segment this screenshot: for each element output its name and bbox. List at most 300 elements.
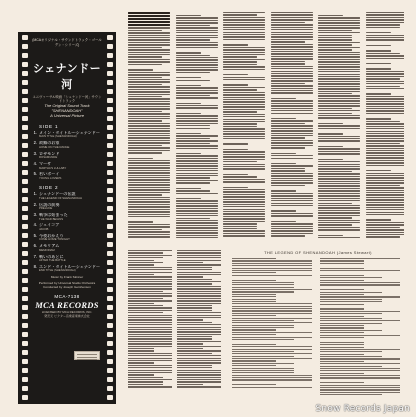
text-line: [176, 155, 218, 156]
text-line: [176, 222, 218, 223]
text-line: [318, 168, 360, 169]
lyric-line: [232, 287, 294, 288]
text-line: [176, 57, 218, 58]
film-perforation: [22, 35, 28, 40]
text-line: [128, 255, 172, 256]
text-line: [176, 215, 218, 216]
text-line: [176, 160, 218, 161]
text-line: [366, 185, 400, 186]
text-line: [271, 170, 305, 171]
track-number: 3.: [33, 211, 37, 217]
track-title-en: THE LEGEND OF SHENANDOAH: [39, 196, 83, 200]
text-line: [177, 315, 221, 316]
text-line: [271, 29, 313, 30]
track-item: [31, 141, 103, 149]
text-line: [271, 190, 296, 191]
text-line: [318, 81, 360, 82]
text-line: [128, 125, 170, 126]
lyric-line: [232, 325, 294, 326]
text-line: [366, 155, 405, 156]
lyric-line: [320, 327, 364, 328]
lyric-line: [320, 313, 382, 314]
lyric-line: [320, 387, 400, 388]
text-line: [176, 20, 218, 21]
text-line: [128, 295, 172, 296]
track-title-jp: 今夜おかえり: [39, 233, 64, 238]
text-line: [271, 44, 313, 45]
text-line: [128, 106, 170, 107]
text-line: [223, 143, 248, 144]
text-line: [128, 108, 170, 109]
film-perforation: [22, 215, 28, 220]
text-line: [176, 230, 218, 231]
license-text: LICENSED BY MCA RECORDS, INC. 発売元 ビクター音楽産業株式会社: [41, 310, 93, 318]
film-perforation: [107, 323, 113, 328]
text-line: [223, 84, 248, 85]
track-title-en: MAIN TITLE (SHENANDOAH): [39, 135, 77, 139]
text-line: [223, 164, 265, 165]
text-line: [177, 386, 221, 387]
text-line: [318, 173, 360, 174]
text-line: [271, 56, 313, 57]
text-line: [318, 61, 360, 62]
text-line: [128, 15, 170, 17]
lyric-line: [232, 291, 294, 292]
text-line: [128, 327, 172, 328]
text-line: [176, 205, 218, 206]
text-line: [128, 37, 170, 38]
liner-notes-column: [271, 12, 313, 238]
lyric-line: [320, 349, 400, 350]
film-perforation: [22, 80, 28, 85]
text-line: [223, 47, 265, 48]
lyric-line: [232, 379, 312, 380]
text-line: [223, 123, 257, 124]
text-line: [271, 140, 313, 141]
text-line: [128, 54, 170, 55]
text-line: [318, 108, 352, 109]
text-line: [128, 312, 163, 313]
text-line: [366, 165, 405, 166]
text-line: [128, 343, 172, 344]
track-number: 5.: [33, 232, 37, 238]
text-line: [128, 64, 162, 65]
track-number: 1.: [33, 191, 37, 197]
liner-notes-lower: [128, 250, 224, 398]
text-line: [128, 182, 170, 183]
track-title-en: MEMORIAM: [39, 248, 55, 252]
film-perforation: [107, 287, 113, 292]
text-line: [128, 372, 172, 373]
text-line: [366, 157, 405, 158]
text-line: [366, 135, 405, 136]
lyric-line: [232, 339, 294, 340]
text-line: [318, 178, 360, 179]
lyric-line: [320, 354, 364, 355]
text-line: [223, 22, 265, 23]
text-line: [271, 155, 313, 156]
text-line: [271, 66, 313, 67]
text-line: [318, 95, 360, 96]
text-line: [271, 158, 313, 159]
track-title-jp: マーサ: [39, 161, 52, 166]
text-line: [176, 235, 218, 236]
text-line: [223, 176, 257, 177]
text-line: [271, 193, 313, 194]
text-line: [271, 195, 313, 196]
text-line: [366, 150, 405, 151]
text-line: [176, 64, 218, 65]
text-line: [177, 298, 221, 299]
text-line: [271, 130, 313, 131]
track-title-en: MARTHA'S LULLABY: [39, 166, 67, 170]
text-line: [223, 194, 265, 195]
text-line: [176, 115, 218, 116]
film-perforation: [107, 278, 113, 283]
lyric-line: [320, 296, 400, 297]
lyric-line: [232, 315, 276, 316]
lyric-line: [320, 292, 382, 293]
text-line: [318, 69, 360, 70]
text-line: [223, 79, 265, 80]
text-line: [128, 56, 162, 57]
text-line: [177, 291, 221, 292]
text-line: [128, 283, 172, 284]
track-item: [31, 244, 103, 252]
text-line: [128, 142, 170, 143]
text-line: [366, 175, 405, 176]
track-title: [39, 234, 103, 242]
text-line: [176, 213, 218, 214]
film-perforation: [107, 359, 113, 364]
text-line: [366, 126, 405, 127]
lyrics-section: [232, 250, 404, 398]
text-line: [128, 334, 172, 335]
text-line: [271, 198, 313, 199]
lyric-line: [232, 301, 276, 302]
text-line: [366, 131, 405, 132]
text-line: [271, 178, 313, 179]
film-perforation: [107, 107, 113, 112]
text-line: [176, 103, 201, 104]
text-line: [366, 68, 391, 69]
text-line: [366, 180, 405, 181]
track-title-jp: メモリアム: [39, 244, 60, 249]
text-line: [318, 64, 360, 65]
text-line: [128, 360, 172, 361]
text-line: [176, 90, 218, 91]
text-line: [128, 267, 172, 268]
text-line: [271, 80, 313, 81]
text-line: [318, 181, 360, 182]
text-line: [176, 55, 210, 56]
track-item: [31, 192, 103, 200]
text-line: [176, 140, 218, 141]
text-line: [128, 324, 172, 325]
text-line: [223, 159, 265, 160]
text-line: [318, 52, 360, 53]
text-line: [366, 219, 391, 220]
text-line: [366, 108, 405, 109]
lyric-line: [232, 275, 312, 276]
text-line: [366, 170, 391, 171]
track-title-en: AFTER THE BATTLE: [39, 259, 66, 263]
track-number: 4.: [33, 160, 37, 166]
text-line: [176, 17, 218, 18]
lyric-line: [232, 320, 294, 321]
text-line: [128, 133, 170, 134]
lyric-line: [320, 320, 400, 321]
lyric-line: [232, 327, 294, 328]
text-line: [176, 67, 218, 68]
lyric-line: [320, 277, 382, 278]
lyric-line: [232, 329, 276, 330]
film-perforation: [22, 179, 28, 184]
film-perforation: [107, 305, 113, 310]
text-line: [271, 153, 296, 154]
track-number: 2.: [33, 201, 37, 207]
lyric-line: [320, 358, 400, 359]
text-line: [366, 14, 405, 15]
text-line: [128, 189, 170, 190]
text-line: [128, 293, 172, 294]
text-line: [177, 300, 221, 301]
text-line: [128, 214, 170, 215]
text-line: [177, 360, 221, 361]
text-line: [271, 71, 313, 72]
text-line: [128, 305, 163, 306]
film-perforation: [107, 377, 113, 382]
film-perforation: [22, 197, 28, 202]
text-line: [318, 56, 360, 57]
text-line: [271, 92, 313, 93]
text-line: [176, 225, 218, 226]
film-perforation: [107, 314, 113, 319]
text-line: [366, 236, 400, 237]
text-line: [176, 180, 218, 181]
text-line: [176, 92, 218, 93]
film-perforation: [22, 170, 28, 175]
film-perforation: [22, 71, 28, 76]
lyric-line: [232, 360, 276, 361]
film-perforation: [22, 53, 28, 58]
text-line: [223, 128, 265, 129]
text-line: [176, 128, 210, 129]
text-line: [318, 93, 352, 94]
text-line: [271, 19, 313, 20]
text-line: [318, 123, 343, 124]
text-line: [223, 168, 265, 169]
text-line: [128, 116, 170, 117]
text-line: [128, 59, 170, 60]
text-line: [128, 52, 170, 53]
film-perforation: [107, 170, 113, 175]
text-line: [128, 362, 154, 363]
track-title-en: THE WAR BEGINS: [39, 217, 64, 221]
track-title: [39, 131, 103, 139]
text-line: [271, 147, 305, 148]
lyric-line: [232, 363, 294, 364]
lyric-line: [232, 322, 312, 323]
text-line: [223, 77, 265, 78]
track-number: 5.: [33, 171, 37, 177]
text-line: [176, 123, 218, 124]
text-line: [128, 307, 172, 308]
lyric-line: [232, 284, 294, 285]
track-title-en: COME HOME TONIGHT: [39, 238, 70, 242]
text-line: [177, 370, 221, 371]
text-line: [223, 12, 265, 13]
text-line: [271, 165, 313, 166]
text-line: [176, 97, 218, 98]
film-perforation: [22, 224, 28, 229]
text-line: [223, 106, 265, 107]
film-perforation: [107, 350, 113, 355]
text-line: [271, 125, 313, 126]
text-line: [271, 128, 313, 129]
track-item: [31, 162, 103, 170]
text-line: [128, 79, 170, 80]
text-line: [366, 234, 405, 235]
text-line: [177, 279, 212, 280]
text-line: [128, 84, 162, 85]
text-line: [128, 250, 172, 251]
text-line: [176, 237, 218, 238]
text-line: [223, 223, 257, 224]
film-perforation: [107, 224, 113, 229]
text-line: [366, 45, 391, 46]
lyric-line: [320, 289, 364, 290]
text-line: [176, 113, 201, 114]
lyric-line: [232, 370, 294, 371]
lyric-line: [320, 263, 364, 264]
text-line: [177, 322, 212, 323]
lyric-line: [320, 363, 400, 364]
text-line: [176, 190, 210, 191]
lyric-line: [232, 313, 312, 314]
side-1-tracklist: [31, 131, 103, 180]
text-line: [128, 329, 172, 330]
film-perforation: [22, 242, 28, 247]
track-title: [39, 213, 103, 221]
text-line: [128, 192, 170, 193]
text-line: [176, 227, 218, 228]
lyric-line: [320, 351, 382, 352]
film-perforation: [107, 116, 113, 121]
text-line: [128, 260, 154, 261]
text-line: [271, 85, 313, 86]
lyrics-column: [232, 258, 312, 389]
track-title-jp: ロザモンド: [39, 151, 60, 156]
text-line: [128, 44, 170, 45]
text-line: [366, 12, 405, 13]
text-line: [271, 200, 313, 201]
text-line: [128, 201, 170, 202]
text-line: [177, 343, 203, 344]
text-line: [366, 83, 405, 84]
text-line: [318, 74, 360, 75]
text-line: [366, 37, 405, 38]
track-item: [31, 172, 103, 180]
lyric-line: [232, 372, 294, 373]
text-line: [366, 76, 405, 77]
text-line: [176, 25, 210, 26]
text-line: [176, 168, 218, 169]
track-title-jp: メイン・タイトル～シェナンドー: [39, 130, 100, 135]
track-title-jp: ジェイコブ: [39, 223, 60, 228]
lyric-line: [320, 335, 400, 336]
price-sticker: [74, 351, 100, 360]
text-line: [177, 257, 221, 258]
text-line: [318, 83, 360, 84]
text-line: [128, 384, 163, 385]
text-line: [128, 150, 170, 151]
text-line: [128, 211, 170, 212]
text-line: [271, 185, 305, 186]
text-line: [128, 128, 170, 129]
text-line: [128, 272, 172, 273]
film-perforation: [22, 161, 28, 166]
text-line: [128, 98, 170, 99]
text-line: [223, 19, 265, 20]
text-line: [223, 34, 265, 35]
text-line: [318, 59, 360, 60]
text-line: [223, 111, 257, 112]
text-line: [271, 233, 313, 234]
text-line: [128, 300, 172, 301]
text-line: [271, 98, 296, 99]
text-line: [128, 365, 172, 366]
text-line: [271, 221, 296, 222]
text-line: [128, 252, 163, 253]
film-perforation: [107, 89, 113, 94]
lyric-line: [232, 344, 276, 345]
text-line: [366, 133, 405, 134]
lyric-line: [232, 296, 276, 297]
text-line: [223, 114, 265, 115]
lyric-line: [232, 356, 294, 357]
text-line: [177, 346, 221, 347]
text-line: [271, 12, 313, 13]
text-line: [128, 32, 170, 33]
text-line: [177, 312, 221, 313]
lyric-line: [320, 270, 400, 271]
track-title: [39, 192, 103, 200]
text-line: [318, 183, 360, 184]
text-line: [128, 236, 170, 237]
text-line: [271, 118, 296, 119]
text-line: [223, 61, 257, 62]
text-line: [366, 140, 405, 141]
text-line: [128, 379, 172, 380]
text-line: [223, 204, 265, 205]
track-item: [31, 152, 103, 160]
text-line: [177, 372, 221, 373]
text-line: [128, 353, 172, 354]
text-line: [223, 218, 265, 219]
text-line: [177, 374, 221, 375]
track-item: [31, 203, 103, 211]
film-perforation: [107, 296, 113, 301]
film-perforation: [107, 35, 113, 40]
lyric-line: [232, 358, 312, 359]
film-perforation: [107, 161, 113, 166]
track-title-en: END TITLE (SHENANDOAH): [39, 269, 76, 273]
side-2-heading: SIDE 2: [39, 185, 59, 191]
text-line: [176, 120, 218, 121]
text-line: [177, 260, 221, 261]
text-line: [366, 98, 405, 99]
